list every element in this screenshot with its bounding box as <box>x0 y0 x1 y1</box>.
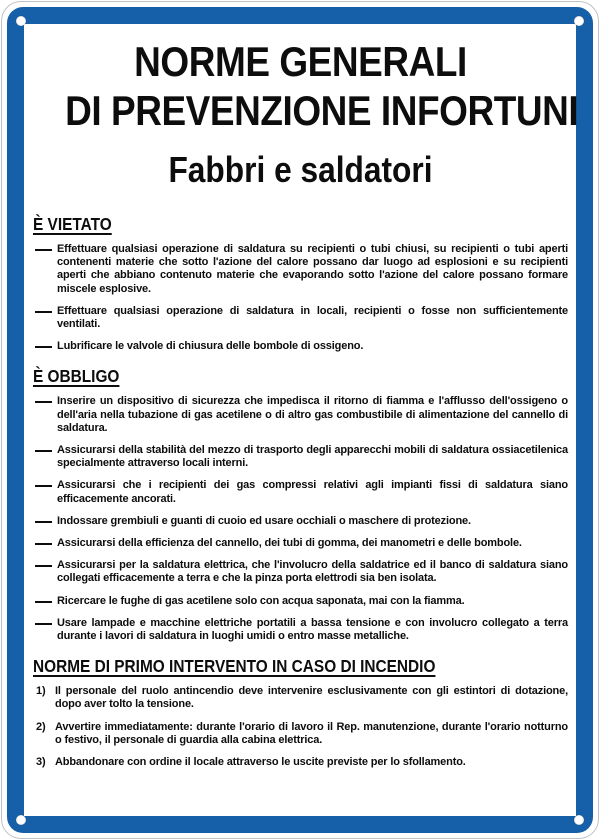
rule-text: Avvertire immediatamente: durante l'orario di lavoro il Rep. manutenzione, durante l'orario notturno o festivo, il personale di guardia alla cabina elettrica. <box>55 720 568 746</box>
dash-bullet <box>33 305 57 331</box>
rule-text: Inserire un dispositivo di sicurezza che impedisca il ritorno di fiamma e l'afflusso dell'ossigeno o dell'aria nella tubazione di gas acetilene o di altro gas combustibile di alimentazione del cannello di saldatura. <box>57 395 568 434</box>
rules-section <box>33 656 568 769</box>
rule-item <box>33 617 568 643</box>
number-bullet: 3) <box>36 756 46 769</box>
section-heading <box>33 656 568 676</box>
rule-item <box>33 243 568 296</box>
section-heading <box>33 214 568 234</box>
rule-text: Assicurarsi che i recipienti dei gas compressi relativi agli impianti fissi di saldatura siano efficacemente ancorati. <box>57 479 568 505</box>
dash-bullet <box>33 617 57 643</box>
rule-item <box>33 595 568 608</box>
dash-bullet <box>33 395 57 435</box>
rule-item <box>33 395 568 435</box>
rule-text: Effettuare qualsiasi operazione di saldatura su recipienti o tubi chiusi, su recipienti o tubi aperti contenenti materie che sotto l'azione del calore possano dar luogo ad esplosioni e su recipienti aperti che abbiano contenuto materie che evaporando sotto l'azione del calore possano formare miscele esplosive. <box>57 243 568 295</box>
rule-item <box>33 515 568 528</box>
rules-section <box>33 214 568 353</box>
number-bullet: 2) <box>36 720 46 733</box>
rule-item <box>33 537 568 550</box>
sections <box>33 214 568 769</box>
rule-item <box>33 479 568 505</box>
rule-item <box>33 444 568 470</box>
rules-section <box>33 366 568 643</box>
rule-item <box>33 340 568 353</box>
dash-bullet <box>33 559 57 585</box>
dash-bullet <box>33 537 57 550</box>
sign-title <box>65 37 579 135</box>
screw-hole-top-left <box>16 16 26 26</box>
rule-text: Assicurarsi per la saldatura elettrica, che l'involucro della saldatrice ed il banco di saldatura siano collegati efficacemente a terra e che la pinza porta elettrodi sia ben isolata. <box>57 559 568 585</box>
sign-content <box>33 24 579 806</box>
dash-bullet <box>33 340 57 353</box>
rule-item <box>33 305 568 331</box>
section-heading-text: NORME DI PRIMO INTERVENTO IN CASO DI INCENDIO <box>33 656 436 677</box>
dash-bullet <box>33 444 57 470</box>
rule-text: Effettuare qualsiasi operazione di saldatura in locali, recipienti o fosse non sufficientemente ventilati. <box>57 304 568 331</box>
section-heading-text: È VIETATO <box>33 214 112 234</box>
rule-text: Lubrificare le valvole di chiusura delle bombole di ossigeno. <box>57 340 364 353</box>
rule-text: Ricercare le fughe di gas acetilene solo con acqua saponata, mai con la fiamma. <box>57 594 465 607</box>
section-heading <box>33 366 568 386</box>
sign-subtitle: Fabbri e saldatori <box>168 149 433 190</box>
rule-item <box>33 685 568 711</box>
screw-hole-bottom-right <box>574 815 584 825</box>
dash-bullet <box>33 515 57 528</box>
rule-item <box>33 756 568 769</box>
safety-sign <box>1 1 599 839</box>
number-bullet: 1) <box>36 685 46 698</box>
screw-hole-bottom-left <box>16 815 26 825</box>
dash-bullet <box>33 479 57 505</box>
rule-item <box>33 721 568 747</box>
rule-text: Assicurarsi della efficienza del cannello, dei tubi di gomma, dei manometri e delle bombole. <box>57 537 522 550</box>
sign-title-line2: DI PREVENZIONE INFORTUNI <box>65 87 579 134</box>
rule-item <box>33 559 568 585</box>
sign-title-line1: NORME GENERALI <box>134 38 467 85</box>
rule-text: Usare lampade e macchine elettriche portatili a bassa tensione e con involucro collegato a terra durante i lavori di saldatura in luoghi umidi o entro masse metalliche. <box>57 616 568 643</box>
rule-text: Assicurarsi della stabilità del mezzo di trasporto degli apparecchi mobili di saldatura ossiacetilenica specialmente attraverso locali interni. <box>57 444 568 470</box>
rule-text: Il personale del ruolo antincendio deve intervenire esclusivamente con gli estintori di dotazione, dopo aver tolto la tensione. <box>55 685 568 711</box>
dash-bullet <box>33 595 57 608</box>
screw-hole-top-right <box>574 16 584 26</box>
dash-bullet <box>33 243 57 296</box>
rule-text: Abbandonare con ordine il locale attraverso le uscite previste per lo sfollamento. <box>55 756 466 769</box>
section-heading-text: È OBBLIGO <box>33 366 120 387</box>
rule-text: Indossare grembiuli e guanti di cuoio ed usare occhiali o maschere di protezione. <box>57 514 471 527</box>
